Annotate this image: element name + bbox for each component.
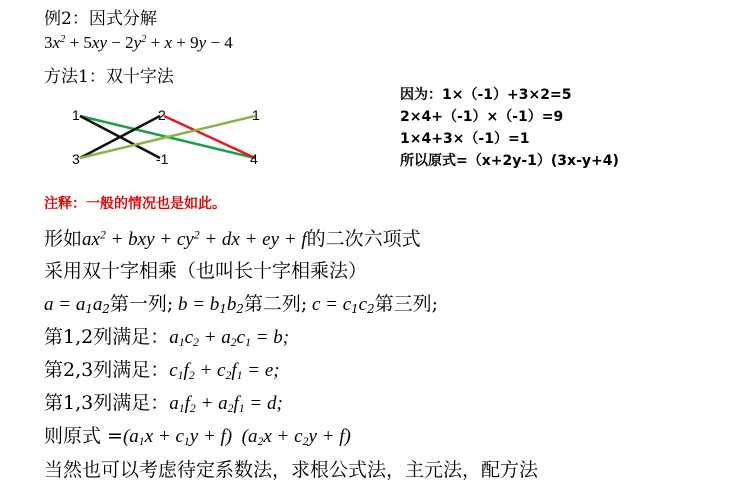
because-line-1: 因为：1×（-1）+3×2=5 xyxy=(400,87,572,103)
cross-number-mid-top: 2 xyxy=(158,107,166,123)
because-line-2: 2×4+（-1）×（-1）=9 xyxy=(400,109,564,125)
columns-line: $a = a_1a_2$第一列; $b = b_1b_2$第二列; $c = c_1c_2$第三列; xyxy=(44,293,438,316)
cross-number-mid-bottom: -1 xyxy=(156,151,169,167)
cross-number-left-bottom: 3 xyxy=(72,151,80,167)
expression: $3x^2 + 5xy - 2y^2 + x + 9y - 4$ xyxy=(44,33,233,52)
note-red: 注释：一般的情况也是如此。 xyxy=(44,196,226,212)
result-line: 则原式 $=(a_1x + c_1y + f) (a_2x + c_2y + f)$ xyxy=(44,425,351,448)
col13-line: 第1,3列满足：$a_1f_2 + a_2f_1 = d$; xyxy=(44,392,283,415)
method-title: 方法1：双十字法 xyxy=(44,67,174,87)
other-methods-line: 当然也可以考虑待定系数法，求根公式法，主元法，配方法 xyxy=(44,459,539,481)
because-line-4: 所以原式=（x+2y-1）(3x-y+4) xyxy=(400,153,619,169)
col12-line: 第1,2列满足：$a_1c_2 + a_2c_1 = b$; xyxy=(44,326,290,349)
cross-number-right-top: 1 xyxy=(252,107,260,123)
cross-number-left-top: 1 xyxy=(72,107,80,123)
example-title: 例2：因式分解 xyxy=(44,9,157,29)
method-line: 采用双十字相乘（也叫长十字相乘法） xyxy=(44,260,368,282)
col23-line: 第2,3列满足：$c_1f_2 + c_2f_1 = e$; xyxy=(44,359,280,382)
because-line-3: 1×4+3×（-1）=1 xyxy=(400,131,530,147)
cross-line-red xyxy=(164,116,255,158)
cross-number-right-bottom: 4 xyxy=(250,151,258,167)
double-cross-diagram xyxy=(60,100,280,180)
form-line: 形如$ax^2$ + bxy + $cy^2$ + dx + ey + f的二次六项式 xyxy=(44,228,421,250)
